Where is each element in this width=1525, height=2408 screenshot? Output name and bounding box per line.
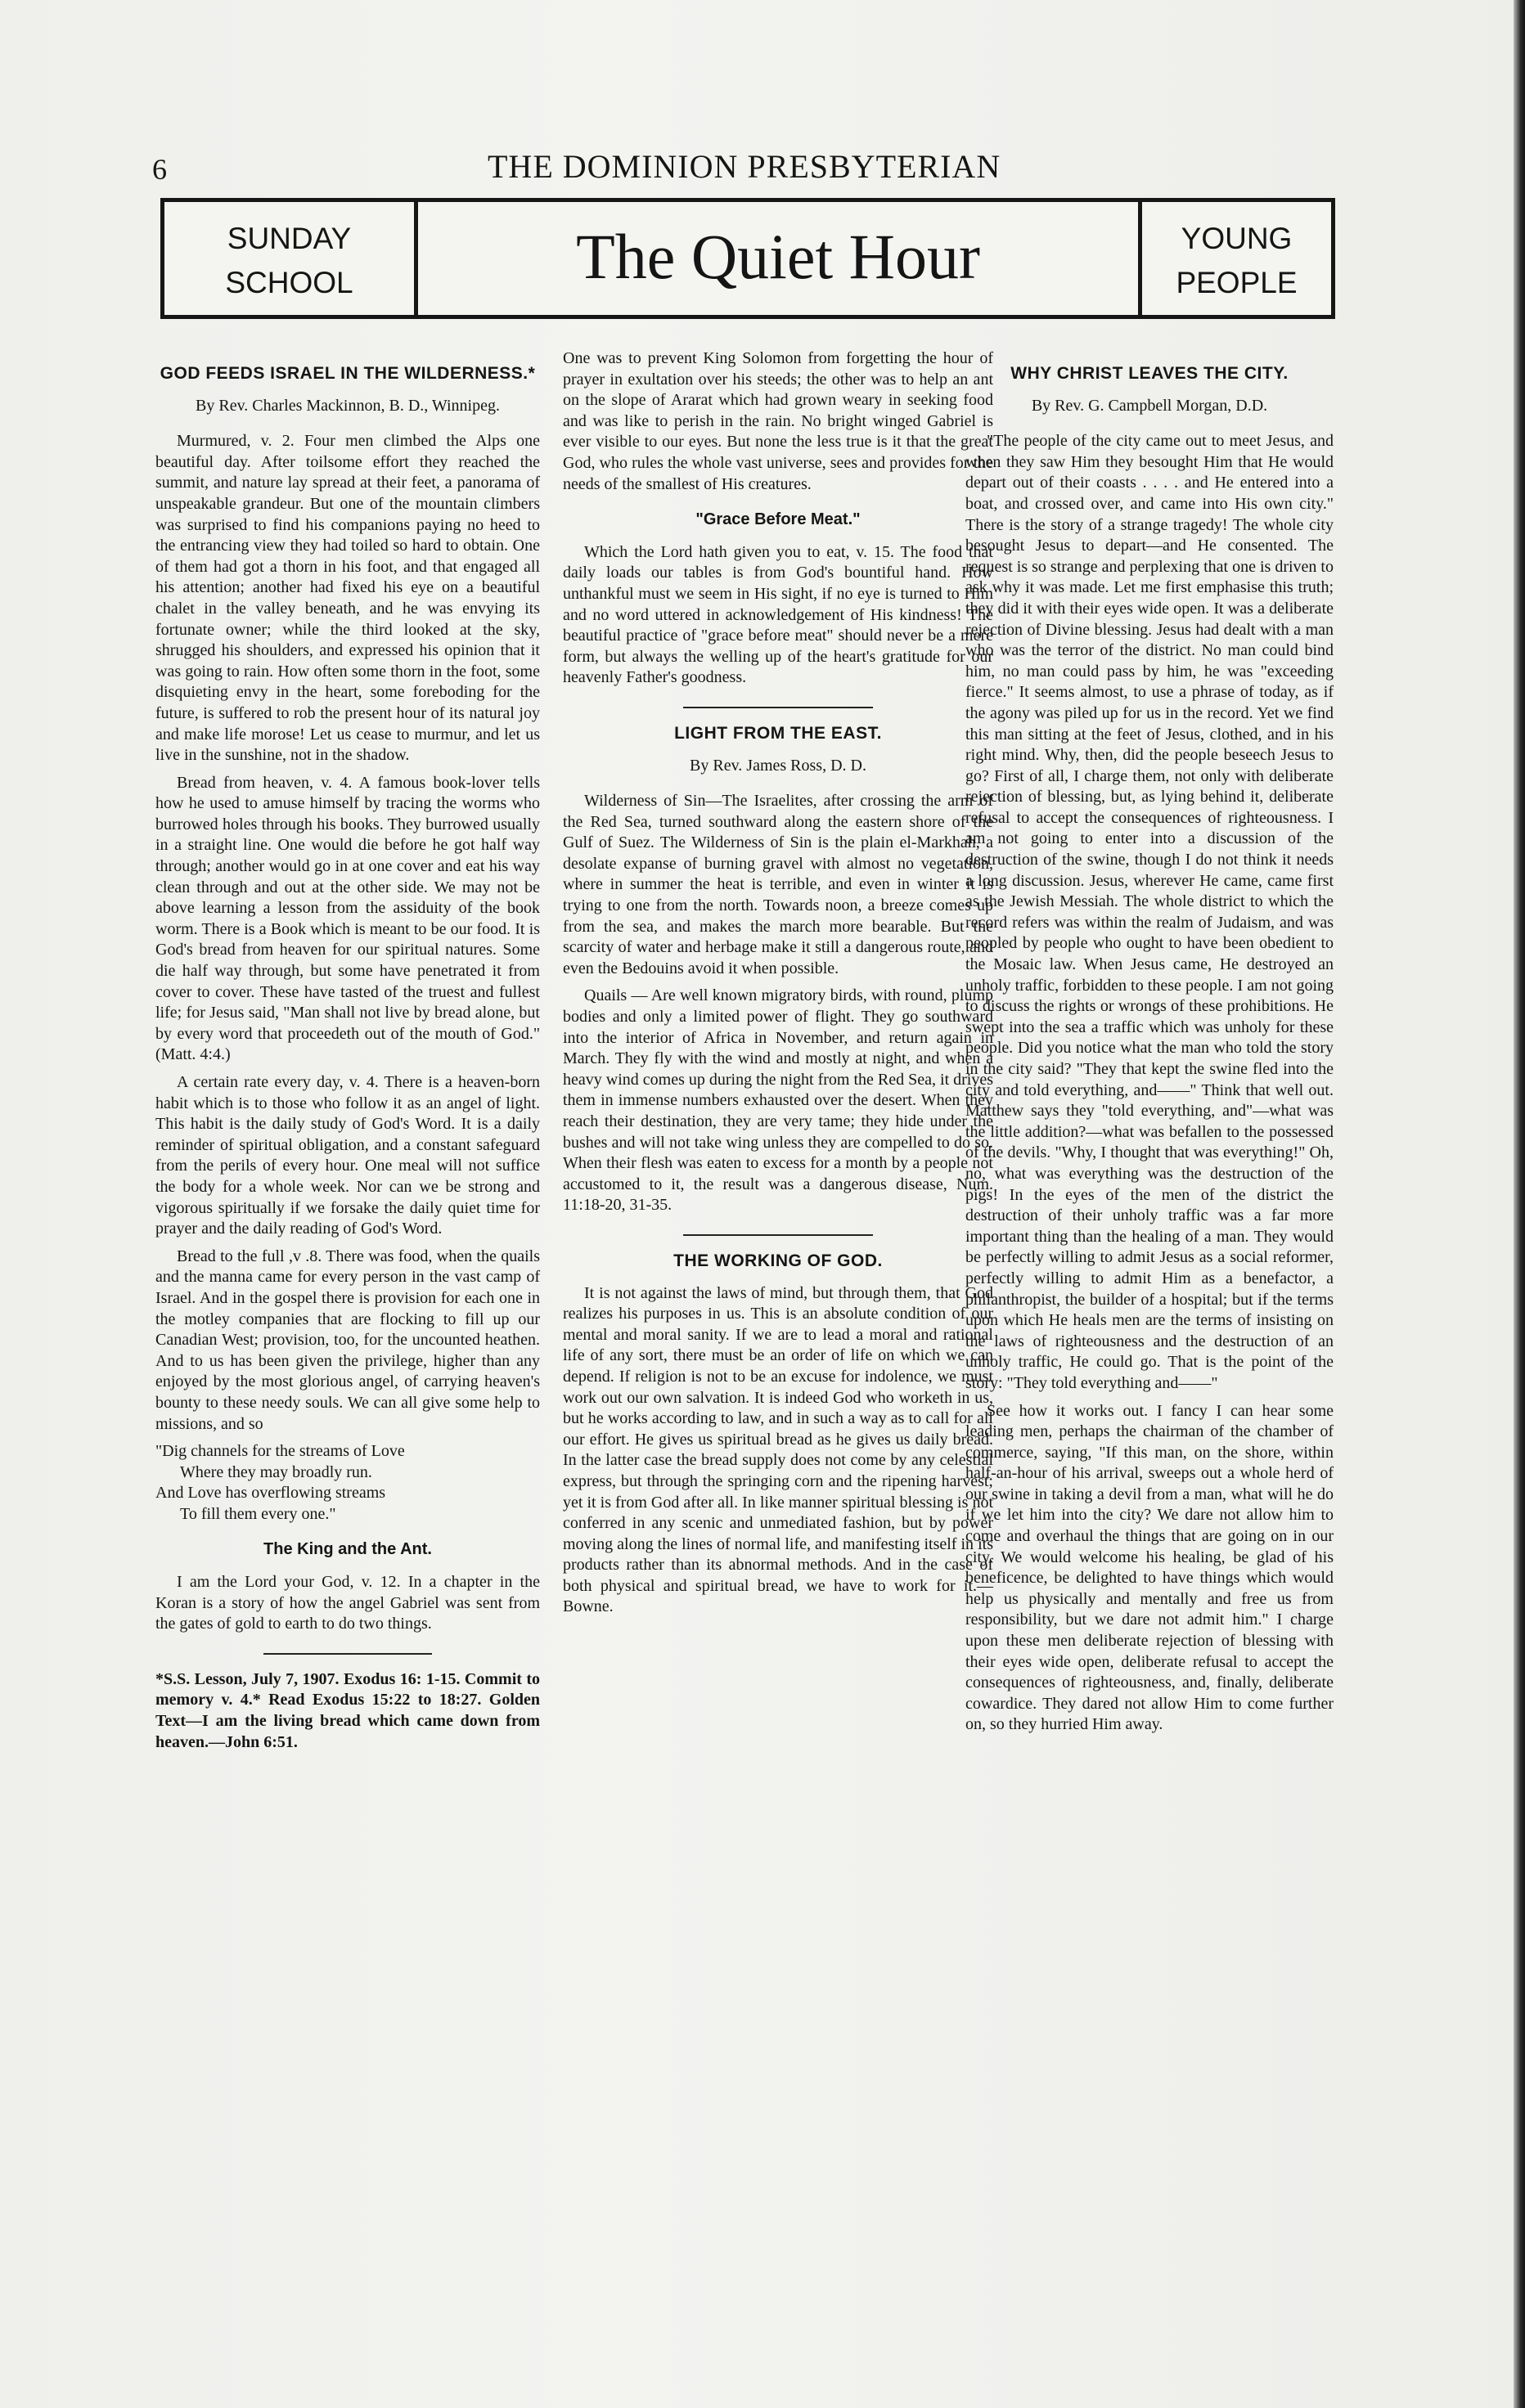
section-rule [683, 707, 872, 708]
paragraph: It is not against the laws of mind, but through them, that God realizes his purposes in us. This is an absolute condition of our mental and moral sanity. If we are to lead a moral and rational life of any sort, there must be an order of life on which we can depend. If religion is not to be an excuse for indolence, we must work out our own salvation. It is indeed God who worketh in us, but he works according to law, and in such a way as to call for all our effort. He gives us spiritual bread as he gives us daily bread. In the latter case the bread supply does not come by any celestial express, but through the springing corn and the ripening harvest; yet it is from God after all. In like manner spiritual blessing is not conferred in any scenic and unmediated fashion, but by power moving along the lines of normal life, and manifesting itself in its products rather than its abnormal methods. And in the case of both physical and spiritual bread, we have to work for it.—Bowne. [563, 1283, 993, 1616]
subheading: "Grace Before Meat." [695, 510, 861, 529]
banner-right-box [1138, 202, 1331, 315]
poem-line: "Dig channels for the streams of Love [155, 1442, 405, 1461]
page-edge-shadow [1514, 0, 1525, 2408]
article-heading: LIGHT FROM THE EAST. [674, 723, 882, 743]
banner-left-line1: SUNDAY [227, 222, 352, 255]
article-heading: WHY CHRIST LEAVES THE CITY. [1010, 364, 1289, 383]
subheading: The King and the Ant. [263, 1540, 432, 1559]
footnote: *S.S. Lesson, July 7, 1907. Exodus 16: 1-15. Commit to memory v. 4.* Read Exodus 15:22 to 18:27. Golden Text—I am the living bread which came down from heaven.—John 6:51. [155, 1669, 540, 1751]
column-2 [563, 348, 993, 1624]
banner-left-box [164, 202, 418, 315]
paragraph: One was to prevent King Solomon from forgetting the hour of prayer in exultation over his steeds; the other was to help an ant on the slope of Ararat which had grown weary in seeking food and was like to perish in the rain. No bright winged Gabriel is ever visible to our eyes. But none the less true is it that the great God, who rules the whole vast universe, sees and provides for the needs of the smallest of His creatures. [563, 349, 993, 493]
paragraph: "The people of the city came out to meet Jesus, and when they saw Him they besought Him that He would depart out of their coasts . . . . and He entered into a boat, and crossed over, and came into His own city." There is the story of a strange tragedy! The whole city besought Jesus to depart—and He consented. The request is so strange and perplexing that one is driven to ask why it was made. Let me first emphasise this truth; they did it with their eyes wide open. It was a deliberate rejection of Divine blessing. Jesus had dealt with a man who was the terror of the district. No man could bind him, no man could pass by him, he was "exceeding fierce." It seems almost, to use a phrase of today, as if the agony was piled up for us in the record. Yet we find this man sitting at the feet of Jesus, clothed, and in his right mind. Why, then, did the people beseech Jesus to go? First of all, I charge them, not only with deliberate rejection of blessing, but, as lying behind it, deliberate refusal to accept the consequences of righteousness. I am not going to enter into a discussion of the destruction of the swine, though I do not think it needs a long discussion. Jesus, wherever He came, came first as the Jewish Messiah. The whole district to which the record refers was within the realm of Judaism, and was peopled by people who ought to have been obedient to the Mosaic law. When Jesus came, He destroyed an unholy traffic, forbidden to these people. I am not going to discuss the rights or wrongs of these prohibitions. He swept into the sea a traffic which was unholy for these people. Did you notice what the man who told the story in the city said? "They that kept the swine fled into the city and told everything, and——" Think that well out. Matthew says they "told everything, and"—what was the little addition?—what was befallen to the possessed of the devils. "Why, I thought that was everything!" Oh, no, what was everything was the destruction of the pigs! In the eyes of the men of the district the destruction of their unholy traffic was a far more important thing than the healing of a man. They would be perfectly willing to admit Jesus as a social reformer, perfectly willing to admit Him as a benefactor, a philanthropist, the builder of a hospital; but if the terms upon which He heals men are the terms of insisting on the laws of righteousness and the destruction of an unholy traffic, He could go. That is the point of the story: "They told everything and——" [965, 432, 1334, 1392]
paragraph: See how it works out. I fancy I can hear some leading men, perhaps the chairman of the chamber of commerce, saying, "If this man, on the shore, within half-an-hour of his arrival, sweeps out a whole herd of our swine in taking a devil from a man, what will he do if we let him into the city? We dare not allow him to come and overhaul the things that are going on in our city. We would welcome his healing, be glad of his beneficence, be delighted to have things which would help us physically and mentally and free us from responsibility, but we dare not admit him." I charge upon these men deliberate rejection of blessing with their eyes wide open, deliberate refusal to accept the consequences of righteousness, and, finally, deliberate cowardice. They dared not allow Him to come further on, so they hurried Him away. [965, 1401, 1334, 1734]
running-head: THE DOMINION PRESBYTERIAN [488, 148, 1001, 185]
paragraph: Bread from heaven, v. 4. A famous book-lover tells how he used to amuse himself by tracing the worms who burrowed holes through his books. They burrowed usually in a straight line. One would die before he got half way through; another would go in at one cover and eat his way clean through and out at the other side. We may not be above learning a lesson from the assiduity of the book worm. There is a Book which is meant to be our food. It is God's bread from heaven for our spiritual natures. Some die half way through, but some have penetrated it from cover to cover. These have tasted of the truest and fullest life; for Jesus said, "Man shall not live by bread alone, but by every word that proceedeth out of the mouth of God." (Matt. 4:4.) [155, 773, 540, 1064]
paragraph: Murmured, v. 2. Four men climbed the Alps one beautiful day. After toilsome effort they reached the summit, and nature lay spread at their feet, a panorama of unspeakable grandeur. But one of the mountain climbers was surprised to find his companions paying no heed to the entrancing view they had toiled so hard to obtain. One of them had got a thorn in his foot, and that engaged all his attention; another had fixed his eye on a beautiful chalet in the valley beneath, and he was envying its fortunate owner; while the third looked at the sky, shrugged his shoulders, and expressed his opinion that it was going to rain. How often some thorn in the foot, some disquieting envy in the heart, some foreboding for the future, is suffered to rob the present hour of its natural joy and make life morose! Let us cease to murmur, and let us live in the sunshine, not in the shadow. [155, 432, 540, 765]
column-3 [965, 348, 1334, 1742]
article-byline: By Rev. Charles Mackinnon, B. D., Winnipeg. [196, 396, 500, 415]
section-banner [160, 198, 1335, 319]
article-byline: By Rev. G. Campbell Morgan, D.D. [1031, 396, 1268, 415]
paragraph: Bread to the full ,v .8. There was food, when the quails and the manna came for every person in the vast camp of Israel. And in the gospel there is provision for each one in the motley companies that are flocking to fill up our Canadian West; provision, too, for the uncounted heathen. And to us has been given the privilege, higher than any enjoyed by the most glorious angel, of carrying heaven's bounty to these needy souls. We can all give some help to missions, and so [155, 1247, 540, 1433]
section-rule [683, 1234, 872, 1236]
poem-quote [155, 1441, 540, 1525]
banner-right-line1: YOUNG [1181, 222, 1293, 255]
paragraph: A certain rate every day, v. 4. There is a heaven-born habit which is to those who follow it as an angel of light. This habit is the daily study of God's Word. It is a daily reminder of spiritual obligation, and a constant safeguard from the perils of every hour. One meal will not suffice the body for a whole week. Nor can we be strong and vigorous spiritually if we forsake the daily quiet time for prayer and the daily reading of God's Word. [155, 1073, 540, 1238]
article-heading: GOD FEEDS ISRAEL IN THE WILDERNESS.* [160, 364, 536, 383]
paragraph: Which the Lord hath given you to eat, v. 15. The food that daily loads our tables is from God's bountiful hand. How unthankful must we seem in His sight, if no eye is turned to Him and no word uttered in acknowledgement of His kindness! The beautiful practice of "grace before meat" should never be a mere form, but always the welling up of the heart's gratitude for our heavenly Father's goodness. [563, 542, 993, 687]
page-number: 6 [152, 153, 167, 186]
poem-line: And Love has overflowing streams [155, 1484, 386, 1503]
footnote-rule [263, 1653, 433, 1655]
banner-right-line2: PEOPLE [1176, 266, 1298, 299]
article-heading: THE WORKING OF GOD. [673, 1251, 883, 1270]
paragraph: Wilderness of Sin—The Israelites, after crossing the arm of the Red Sea, turned southward along the eastern shore of the Gulf of Suez. The Wilderness of Sin is the plain el-Markhah, a desolate expanse of burning gravel with almost no vegetation, where in summer the heat is terrible, and even in winter it is trying to one from the north. Towards noon, a breeze comes up from the sea, and makes the march more bearable. But the scarcity of water and herbage make it still a dangerous route, and even the Bedouins avoid it when possible. [563, 792, 993, 977]
article-byline: By Rev. James Ross, D. D. [690, 756, 866, 775]
poem-line: Where they may broadly run. [180, 1462, 372, 1481]
column-1 [155, 348, 540, 1759]
paragraph: Quails — Are well known migratory birds, with round, plump bodies and only a limited power of flight. They go southward into the interior of Africa in November, and return again in March. They fly with the wind and mostly at night, and when a heavy wind comes up during the night from the Red Sea, it drives them in immense numbers exhausted over the desert. When they reach their destination, they are very tame; they hide under the bushes and will not take wing unless they are compelled to do so. When their flesh was eaten to excess for a month by a people not accustomed to it, the result was a dangerous disease, Num. 11:18-20, 31-35. [563, 986, 994, 1215]
paragraph: I am the Lord your God, v. 12. In a chapter in the Koran is a story of how the angel Gabriel was sent from the gates of gold to earth to do two things. [155, 1573, 540, 1633]
banner-title: The Quiet Hour [576, 221, 980, 292]
banner-left-line2: SCHOOL [225, 266, 353, 299]
poem-line: To fill them every one." [180, 1504, 336, 1523]
